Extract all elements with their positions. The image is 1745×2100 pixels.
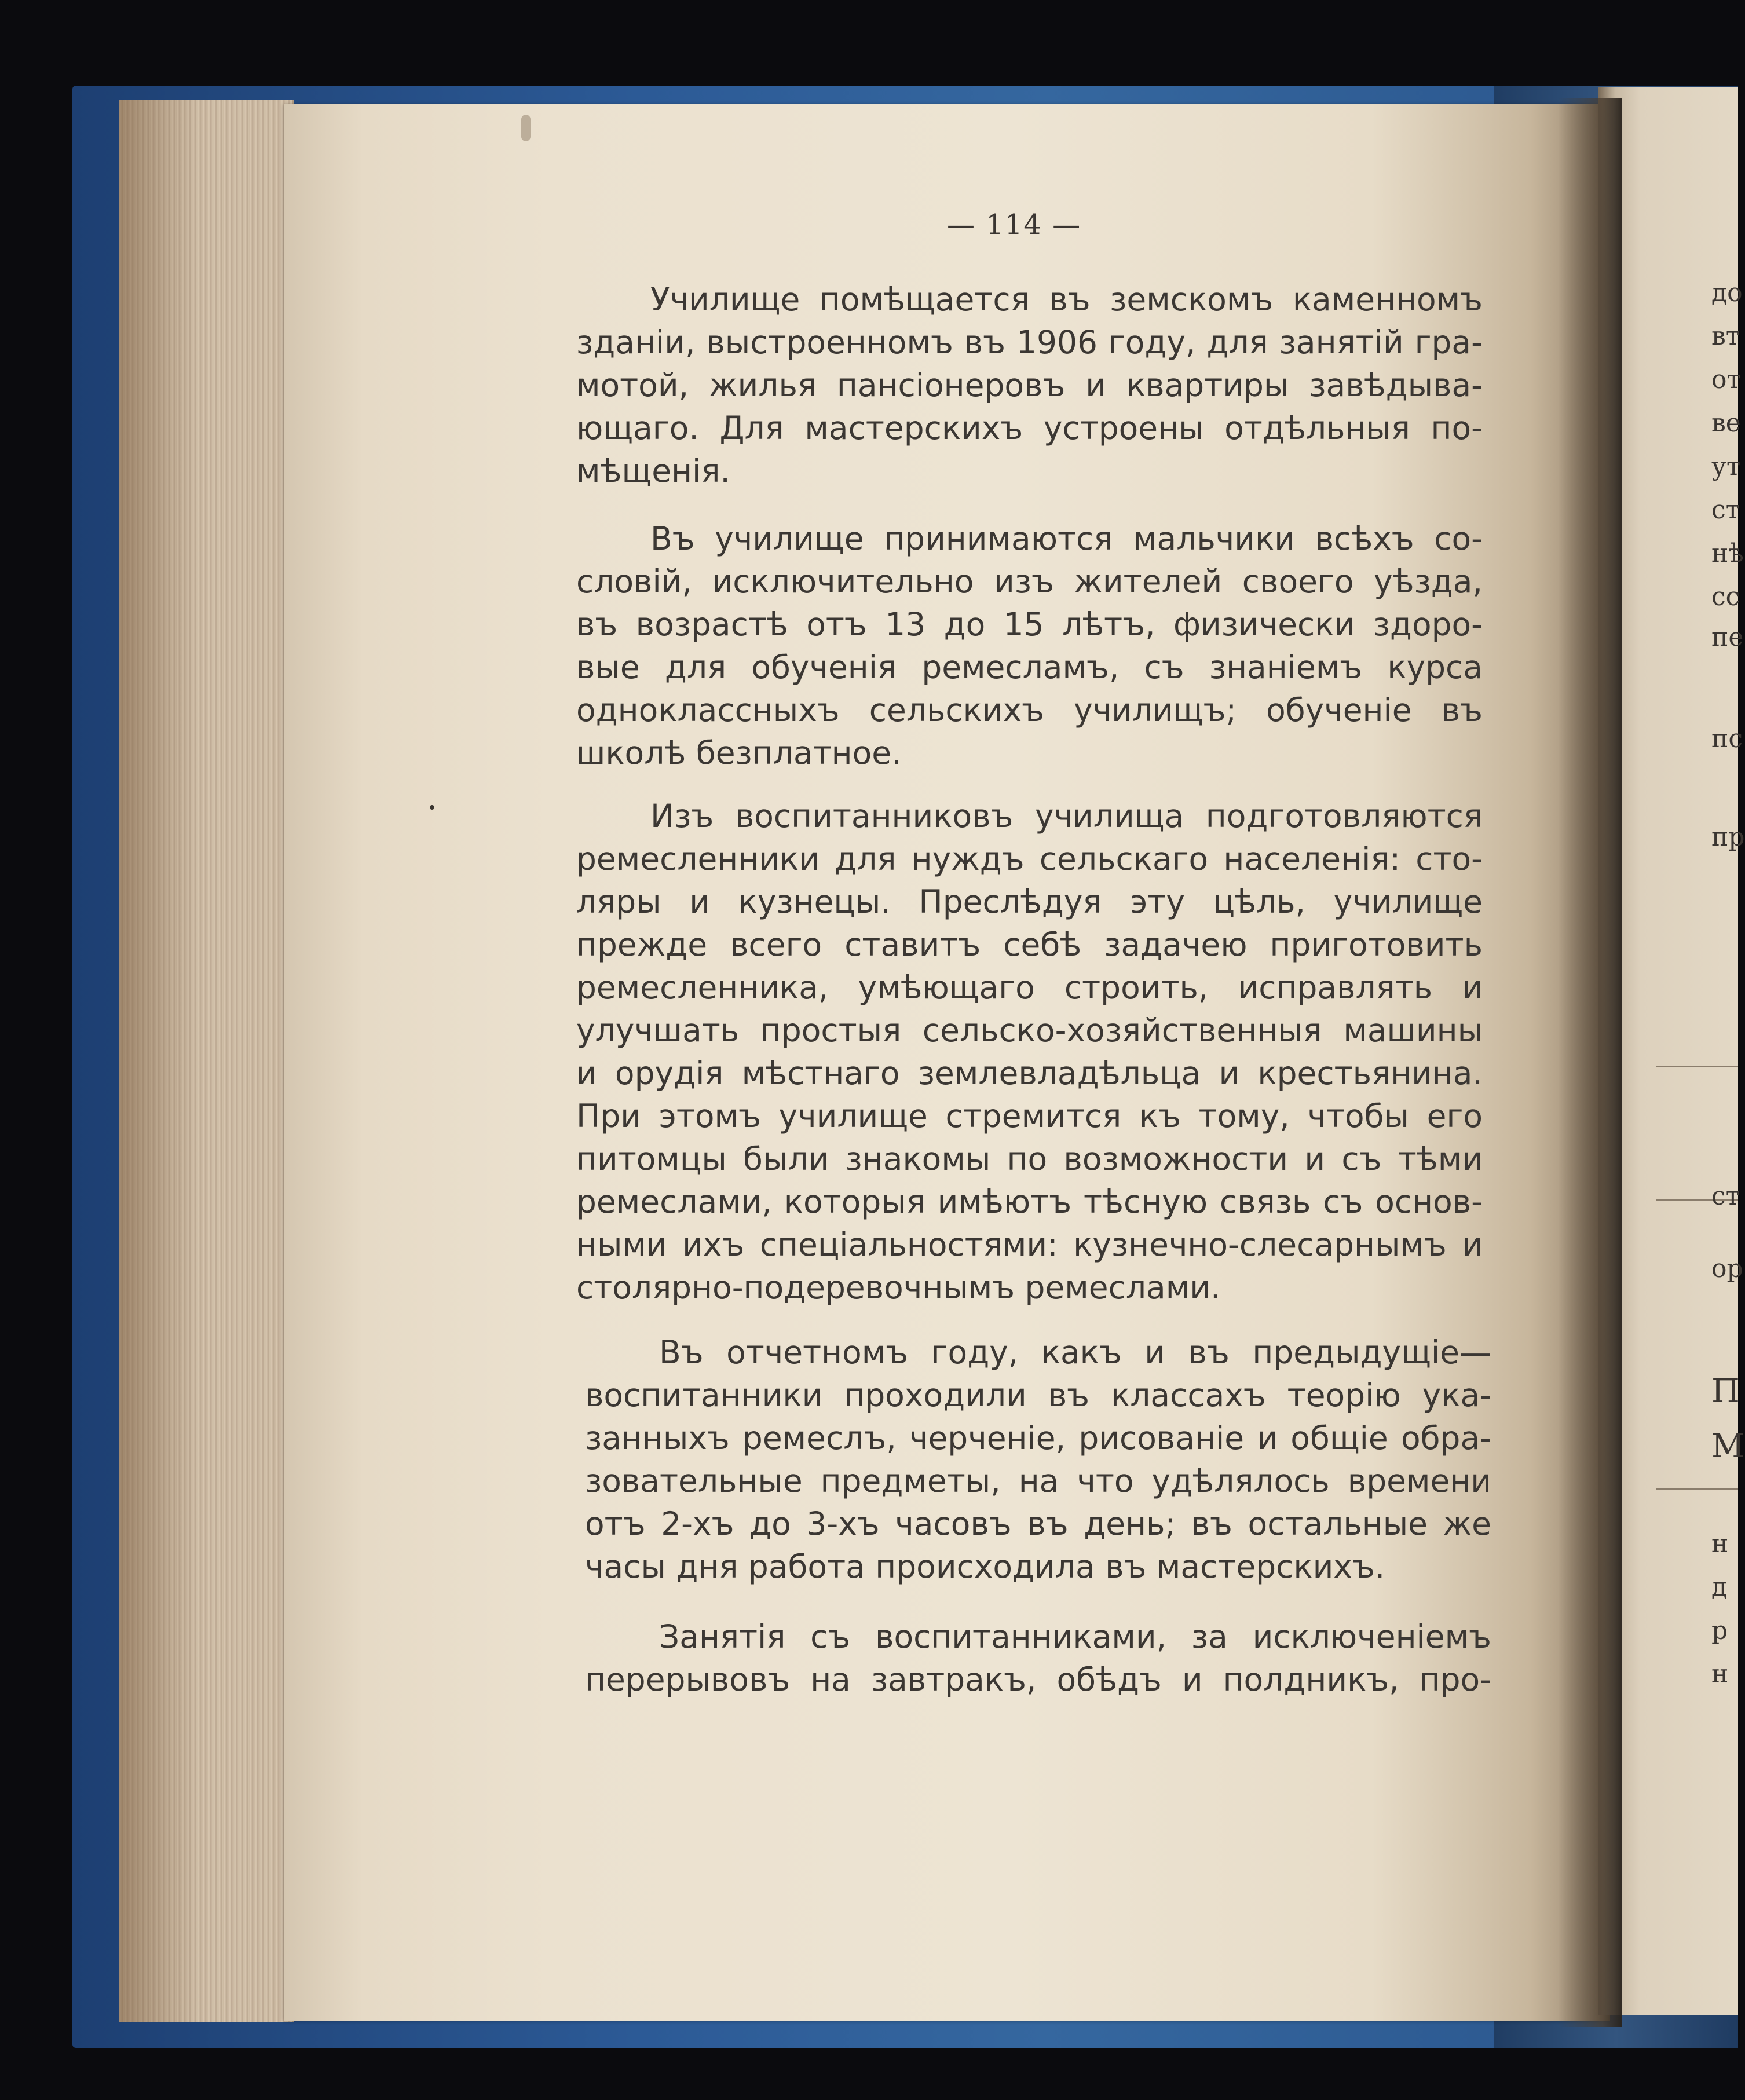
paragraph-2 bbox=[576, 517, 1483, 774]
text-line: и орудія мѣстнаго землевладѣльца и крестьянина. bbox=[576, 1055, 1483, 1092]
facing-page-fragment: ст bbox=[1711, 1181, 1740, 1211]
text-line: ремесленника, умѣющаго строить, исправлять и bbox=[576, 969, 1483, 1006]
text-line: Занятія съ воспитанниками, за исключеніемъ bbox=[659, 1618, 1491, 1655]
text-line: зданіи, выстроенномъ въ 1906 году, для занятій гра- bbox=[576, 324, 1483, 361]
text-line: улучшать простыя сельско-хозяйственныя машины bbox=[576, 1012, 1483, 1049]
facing-page-fragment: д bbox=[1711, 1572, 1728, 1602]
text-line: отъ 2-хъ до 3-хъ часовъ въ день; въ остальные же bbox=[585, 1505, 1491, 1542]
text-line: ремеслами, которыя имѣютъ тѣсную связь съ основ- bbox=[576, 1183, 1483, 1220]
text-line: ляры и кузнецы. Преслѣдуя эту цѣль, училище bbox=[576, 883, 1483, 920]
text-line: столярно-подеревочнымъ ремеслами. bbox=[576, 1269, 1221, 1306]
text-line: зовательные предметы, на что удѣлялось времени bbox=[585, 1462, 1491, 1499]
facing-page-fragment: ор bbox=[1711, 1254, 1743, 1283]
text-line: занныхъ ремеслъ, черченіе, рисованіе и общіе обра- bbox=[585, 1419, 1491, 1457]
text-line: словій, исключительно изъ жителей своего уѣзда, bbox=[576, 563, 1483, 600]
page-gutter-shadow bbox=[1558, 98, 1622, 2027]
facing-page-fragment: пе bbox=[1711, 623, 1744, 652]
text-line: При этомъ училище стремится къ тому, чтобы его bbox=[576, 1097, 1483, 1135]
text-line: воспитанники проходили въ классахъ теорію ука- bbox=[585, 1377, 1491, 1414]
paragraph-4 bbox=[585, 1331, 1491, 1588]
facing-page-fragment: нѣ bbox=[1711, 539, 1744, 568]
page-edges-shadow bbox=[119, 100, 200, 2022]
facing-page-fragment: сс bbox=[1711, 582, 1740, 612]
facing-page-fragment: ве bbox=[1711, 408, 1741, 438]
facing-page-fragment: пр bbox=[1711, 822, 1745, 852]
facing-page-fragment: до bbox=[1711, 278, 1743, 308]
facing-page-fragment: н bbox=[1711, 1659, 1729, 1689]
paragraph-1 bbox=[576, 278, 1483, 492]
text-line: ными ихъ спеціальностями: кузнечно-слесарнымъ и bbox=[576, 1226, 1483, 1263]
text-line: питомцы были знакомы по возможности и съ тѣми bbox=[576, 1140, 1483, 1177]
paragraph-5 bbox=[585, 1615, 1491, 1701]
facing-page-fragment: пс bbox=[1711, 724, 1743, 753]
paragraph-3 bbox=[576, 795, 1483, 1309]
text-line: Училище помѣщается въ земскомъ каменномъ bbox=[650, 281, 1483, 318]
text-line: одноклассныхъ сельскихъ училищъ; обученіе въ bbox=[576, 692, 1483, 729]
text-line: ремесленники для нуждъ сельскаго населенія: сто- bbox=[576, 840, 1483, 877]
facing-page-fragment: р bbox=[1711, 1616, 1728, 1645]
text-line: школѣ безплатное. bbox=[576, 734, 902, 771]
text-line: Въ отчетномъ году, какъ и въ предыдущіе— bbox=[659, 1334, 1491, 1371]
facing-page-rule bbox=[1656, 1066, 1738, 1067]
text-line: мотой, жилья пансіонеровъ и квартиры завѣдыва- bbox=[576, 367, 1483, 404]
facing-page-fragment: ст bbox=[1711, 495, 1740, 525]
facing-page-fragment: вт bbox=[1711, 321, 1740, 351]
page-number: — 114 — bbox=[947, 208, 1082, 241]
text-line: часы дня работа происходила въ мастерскихъ. bbox=[585, 1548, 1385, 1585]
facing-page-fragment: ут bbox=[1711, 452, 1741, 481]
text-line: Въ училище принимаются мальчики всѣхъ со- bbox=[650, 520, 1483, 557]
facing-page-fragment: от bbox=[1711, 365, 1741, 394]
page-speck bbox=[430, 805, 434, 810]
facing-page-fragment: П bbox=[1711, 1373, 1740, 1410]
text-line: мѣщенія. bbox=[576, 452, 730, 489]
facing-page-fragment: М bbox=[1711, 1428, 1745, 1465]
text-line: Изъ воспитанниковъ училища подготовляются bbox=[650, 797, 1483, 835]
text-line: перерывовъ на завтракъ, обѣдъ и полдникъ, про- bbox=[585, 1661, 1491, 1698]
text-line: прежде всего ставитъ себѣ задачею приготовить bbox=[576, 926, 1483, 963]
facing-page-rule bbox=[1656, 1488, 1738, 1490]
text-line: вые для обученія ремесламъ, съ знаніемъ курса bbox=[576, 649, 1483, 686]
text-line: въ возрастѣ отъ 13 до 15 лѣтъ, физически здоро- bbox=[576, 606, 1483, 643]
text-line: ющаго. Для мастерскихъ устроены отдѣльныя по- bbox=[576, 409, 1483, 447]
facing-page-fragment: н bbox=[1711, 1529, 1729, 1558]
page-stain bbox=[521, 115, 531, 141]
